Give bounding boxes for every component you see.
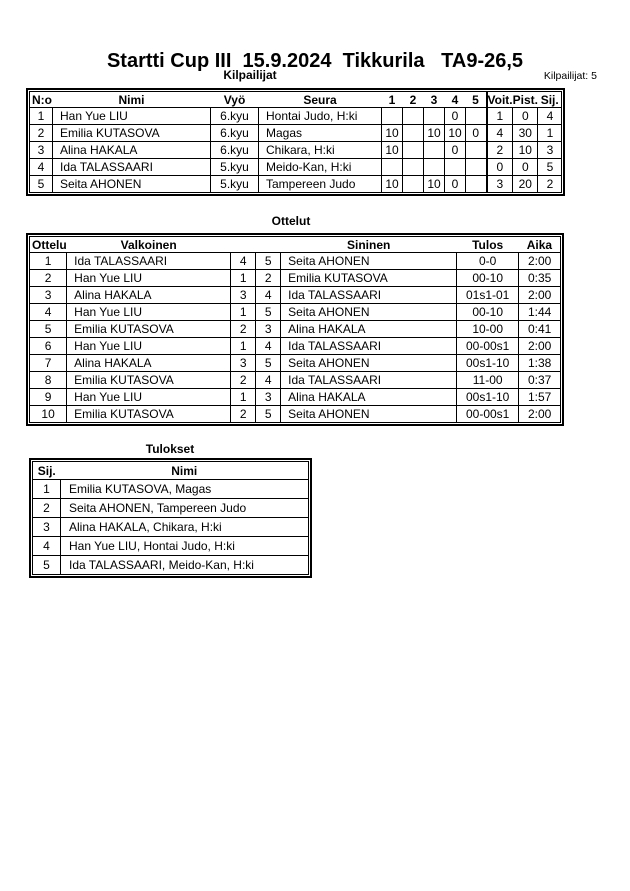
col-header-white-number xyxy=(231,237,256,253)
results-table-frame xyxy=(29,458,312,578)
competitor-name: Seita AHONEN xyxy=(53,176,211,193)
match-result: 00-00s1 xyxy=(457,338,519,355)
score-round-4: 0 xyxy=(445,176,466,193)
result-name: Han Yue LIU, Hontai Judo, H:ki xyxy=(61,537,309,556)
score-round-1 xyxy=(382,159,403,176)
score-round-4: 10 xyxy=(445,125,466,142)
match-result: 00s1-10 xyxy=(457,355,519,372)
score-round-1 xyxy=(382,108,403,125)
match-blue-name: Seita AHONEN xyxy=(281,406,457,423)
match-blue-competitor-number: 5 xyxy=(256,304,281,321)
match-blue-name: Alina HAKALA xyxy=(281,389,457,406)
result-row xyxy=(33,518,309,537)
competitor-number: 5 xyxy=(30,176,53,193)
competitor-place: 3 xyxy=(538,142,562,159)
competitor-number: 1 xyxy=(30,108,53,125)
match-result: 10-00 xyxy=(457,321,519,338)
score-round-1: 10 xyxy=(382,142,403,159)
match-blue-competitor-number: 5 xyxy=(256,253,281,270)
match-number: 3 xyxy=(30,287,67,304)
match-time: 2:00 xyxy=(519,338,561,355)
match-white-competitor-number: 3 xyxy=(231,355,256,372)
match-number: 2 xyxy=(30,270,67,287)
match-white-competitor-number: 2 xyxy=(231,406,256,423)
competitor-name: Alina HAKALA xyxy=(53,142,211,159)
score-round-5 xyxy=(466,142,487,159)
match-result: 11-00 xyxy=(457,372,519,389)
match-white-name: Emilia KUTASOVA xyxy=(67,321,231,338)
match-row xyxy=(30,304,561,321)
match-time: 2:00 xyxy=(519,253,561,270)
competitor-club: Meido-Kan, H:ki xyxy=(259,159,382,176)
competitor-belt: 6.kyu xyxy=(211,142,259,159)
score-round-5 xyxy=(466,108,487,125)
competitor-place: 2 xyxy=(538,176,562,193)
match-white-competitor-number: 1 xyxy=(231,338,256,355)
match-white-competitor-number: 1 xyxy=(231,270,256,287)
match-white-name: Alina HAKALA xyxy=(67,287,231,304)
match-white-competitor-number: 2 xyxy=(231,372,256,389)
competitor-row xyxy=(30,176,562,193)
match-white-name: Alina HAKALA xyxy=(67,355,231,372)
match-blue-name: Seita AHONEN xyxy=(281,253,457,270)
competitor-number: 3 xyxy=(30,142,53,159)
match-blue-competitor-number: 4 xyxy=(256,338,281,355)
score-round-3 xyxy=(424,142,445,159)
competitor-belt: 5.kyu xyxy=(211,176,259,193)
competitor-place: 1 xyxy=(538,125,562,142)
match-blue-competitor-number: 3 xyxy=(256,321,281,338)
match-row xyxy=(30,406,561,423)
match-row xyxy=(30,355,561,372)
col-header-round-1: 1 xyxy=(382,92,403,108)
score-round-3 xyxy=(424,108,445,125)
match-number: 6 xyxy=(30,338,67,355)
competitor-row xyxy=(30,142,562,159)
competitor-belt: 5.kyu xyxy=(211,159,259,176)
score-round-1: 10 xyxy=(382,176,403,193)
competitor-points: 30 xyxy=(513,125,538,142)
match-time: 1:44 xyxy=(519,304,561,321)
competitor-wins: 1 xyxy=(487,108,513,125)
result-row xyxy=(33,499,309,518)
match-row xyxy=(30,270,561,287)
result-place: 1 xyxy=(33,480,61,499)
score-round-5 xyxy=(466,176,487,193)
competitors-heading: Kilpailijat xyxy=(223,68,277,82)
score-round-2 xyxy=(403,159,424,176)
match-row xyxy=(30,338,561,355)
page-title: Startti Cup III 15.9.2024 Tikkurila TA9-26,5 xyxy=(106,50,524,72)
col-header-name: Nimi xyxy=(53,92,211,108)
score-round-3: 10 xyxy=(424,176,445,193)
result-place: 2 xyxy=(33,499,61,518)
match-blue-competitor-number: 2 xyxy=(256,270,281,287)
match-result: 00-00s1 xyxy=(457,406,519,423)
col-header-round-4: 4 xyxy=(445,92,466,108)
competitor-wins: 0 xyxy=(487,159,513,176)
match-blue-name: Emilia KUTASOVA xyxy=(281,270,457,287)
match-white-name: Han Yue LIU xyxy=(67,270,231,287)
match-blue-name: Seita AHONEN xyxy=(281,304,457,321)
col-header-points: Pist. xyxy=(512,92,538,107)
score-round-2 xyxy=(403,125,424,142)
match-blue-competitor-number: 5 xyxy=(256,406,281,423)
col-header-time: Aika xyxy=(519,237,561,253)
match-time: 2:00 xyxy=(519,287,561,304)
match-time: 0:37 xyxy=(519,372,561,389)
result-name: Seita AHONEN, Tampereen Judo xyxy=(61,499,309,518)
match-white-competitor-number: 4 xyxy=(231,253,256,270)
matches-heading: Ottelut xyxy=(271,214,311,228)
result-row xyxy=(33,480,309,499)
competitor-name: Ida TALASSAARI xyxy=(53,159,211,176)
match-result: 00-10 xyxy=(457,304,519,321)
score-round-5: 0 xyxy=(466,125,487,142)
competitor-belt: 6.kyu xyxy=(211,108,259,125)
match-result: 00-10 xyxy=(457,270,519,287)
col-header-no: N:o xyxy=(30,92,53,108)
match-row xyxy=(30,389,561,406)
result-place: 3 xyxy=(33,518,61,537)
col-header-wins: Voit. xyxy=(487,92,513,107)
competitor-row xyxy=(30,159,562,176)
competitor-club: Hontai Judo, H:ki xyxy=(259,108,382,125)
result-name: Emilia KUTASOVA, Magas xyxy=(61,480,309,499)
competitor-place: 4 xyxy=(538,108,562,125)
match-white-name: Ida TALASSAARI xyxy=(67,253,231,270)
competitor-name: Emilia KUTASOVA xyxy=(53,125,211,142)
col-header-round-2: 2 xyxy=(403,92,424,108)
match-row xyxy=(30,321,561,338)
col-header-place: Sij. xyxy=(33,462,61,480)
match-time: 1:57 xyxy=(519,389,561,406)
competitor-row xyxy=(30,108,562,125)
col-header-belt: Vyö xyxy=(211,92,259,108)
match-number: 10 xyxy=(30,406,67,423)
match-result: 00s1-10 xyxy=(457,389,519,406)
score-round-2 xyxy=(403,108,424,125)
result-row xyxy=(33,556,309,575)
match-blue-name: Ida TALASSAARI xyxy=(281,372,457,389)
competitor-wins: 2 xyxy=(487,142,513,159)
result-name: Ida TALASSAARI, Meido-Kan, H:ki xyxy=(61,556,309,575)
col-header-blue-number xyxy=(256,237,281,253)
matches-table-frame xyxy=(26,233,564,426)
match-number: 1 xyxy=(30,253,67,270)
competitor-club: Chikara, H:ki xyxy=(259,142,382,159)
results-table xyxy=(32,461,309,575)
matches-table xyxy=(29,236,561,423)
match-time: 0:35 xyxy=(519,270,561,287)
match-blue-name: Ida TALASSAARI xyxy=(281,338,457,355)
score-round-4: 0 xyxy=(445,108,466,125)
score-round-4 xyxy=(445,159,466,176)
matches-header-row xyxy=(30,237,561,253)
competitor-row xyxy=(30,125,562,142)
match-blue-competitor-number: 4 xyxy=(256,372,281,389)
col-header-place: Sij. xyxy=(538,92,562,108)
competitors-header-row xyxy=(30,92,562,108)
competitor-club: Magas xyxy=(259,125,382,142)
competitor-number: 2 xyxy=(30,125,53,142)
score-round-2 xyxy=(403,176,424,193)
match-blue-competitor-number: 4 xyxy=(256,287,281,304)
match-white-name: Emilia KUTASOVA xyxy=(67,372,231,389)
match-white-competitor-number: 3 xyxy=(231,287,256,304)
col-header-result: Tulos xyxy=(457,237,519,253)
match-white-name: Han Yue LIU xyxy=(67,304,231,321)
col-header-club: Seura xyxy=(259,92,382,108)
match-result: 0-0 xyxy=(457,253,519,270)
results-heading: Tulokset xyxy=(145,442,195,456)
match-white-name: Han Yue LIU xyxy=(67,338,231,355)
competitors-table-frame xyxy=(26,88,565,196)
result-place: 4 xyxy=(33,537,61,556)
competitor-club: Tampereen Judo xyxy=(259,176,382,193)
match-number: 9 xyxy=(30,389,67,406)
col-header-round-5: 5 xyxy=(466,92,487,108)
match-white-competitor-number: 2 xyxy=(231,321,256,338)
col-header-name: Nimi xyxy=(61,462,309,480)
match-number: 5 xyxy=(30,321,67,338)
match-white-competitor-number: 1 xyxy=(231,389,256,406)
competitors-count-note: Kilpailijat: 5 xyxy=(543,70,597,82)
competitor-points: 0 xyxy=(513,159,538,176)
competitor-belt: 6.kyu xyxy=(211,125,259,142)
match-white-competitor-number: 1 xyxy=(231,304,256,321)
score-round-4: 0 xyxy=(445,142,466,159)
match-result: 01s1-01 xyxy=(457,287,519,304)
competitor-points: 10 xyxy=(513,142,538,159)
col-header-white: Valkoinen xyxy=(67,237,231,253)
score-round-2 xyxy=(403,142,424,159)
match-row xyxy=(30,253,561,270)
match-white-name: Emilia KUTASOVA xyxy=(67,406,231,423)
score-round-5 xyxy=(466,159,487,176)
competitor-name: Han Yue LIU xyxy=(53,108,211,125)
match-blue-name: Alina HAKALA xyxy=(281,321,457,338)
col-header-round-3: 3 xyxy=(424,92,445,108)
competitor-points: 20 xyxy=(513,176,538,193)
match-time: 2:00 xyxy=(519,406,561,423)
result-name: Alina HAKALA, Chikara, H:ki xyxy=(61,518,309,537)
result-row xyxy=(33,537,309,556)
match-blue-competitor-number: 5 xyxy=(256,355,281,372)
match-number: 4 xyxy=(30,304,67,321)
score-round-3: 10 xyxy=(424,125,445,142)
score-round-3 xyxy=(424,159,445,176)
match-blue-name: Ida TALASSAARI xyxy=(281,287,457,304)
match-blue-competitor-number: 3 xyxy=(256,389,281,406)
competitors-table xyxy=(29,91,562,193)
match-number: 7 xyxy=(30,355,67,372)
results-header-row xyxy=(33,462,309,480)
match-row xyxy=(30,287,561,304)
col-header-blue: Sininen xyxy=(281,237,457,253)
competitor-place: 5 xyxy=(538,159,562,176)
competitor-wins: 4 xyxy=(487,125,513,142)
match-row xyxy=(30,372,561,389)
competitor-wins: 3 xyxy=(487,176,513,193)
match-white-name: Han Yue LIU xyxy=(67,389,231,406)
result-place: 5 xyxy=(33,556,61,575)
match-time: 1:38 xyxy=(519,355,561,372)
match-blue-name: Seita AHONEN xyxy=(281,355,457,372)
score-round-1: 10 xyxy=(382,125,403,142)
competitor-number: 4 xyxy=(30,159,53,176)
match-time: 0:41 xyxy=(519,321,561,338)
col-header-match: Ottelu xyxy=(30,237,67,253)
match-number: 8 xyxy=(30,372,67,389)
competitor-points: 0 xyxy=(513,108,538,125)
